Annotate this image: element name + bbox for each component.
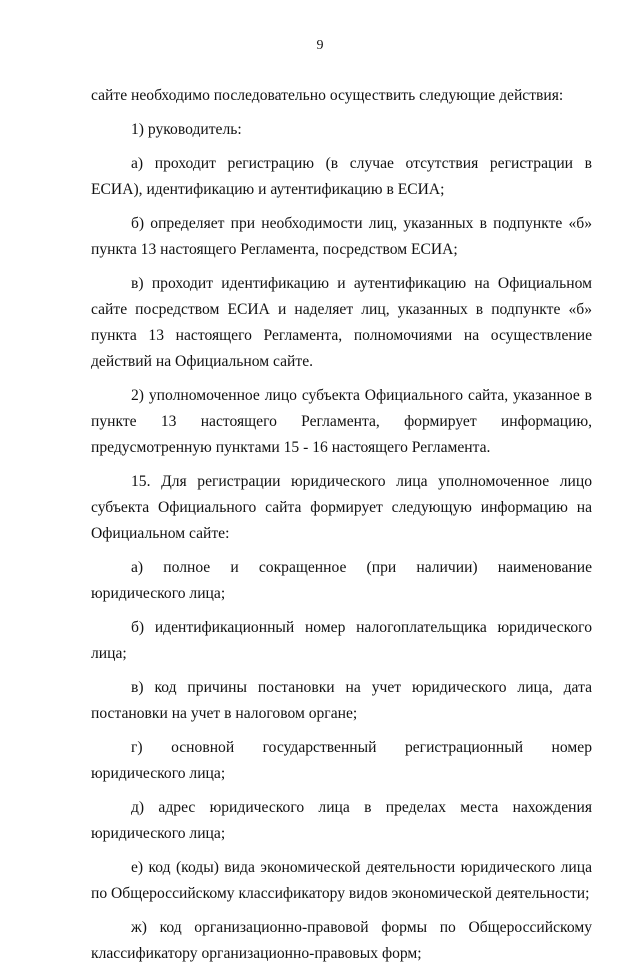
page-number: 9 [316, 38, 324, 53]
paragraph: б) определяет при необходимости лиц, указанных в подпункте «б» пункта 13 настоящего Регламента, посредством ЕСИА; [91, 215, 592, 258]
paragraph: ж) код организационно-правовой формы по Общероссийскому классификатору организационно-правовых форм; [91, 919, 592, 962]
document-body [91, 83, 592, 975]
paragraph: е) код (коды) вида экономической деятельности юридического лица по Общероссийскому классификатору видов экономической деятельности; [91, 859, 592, 902]
paragraph: а) проходит регистрацию (в случае отсутствия регистрации в ЕСИА), идентификацию и аутентификацию в ЕСИА; [91, 155, 592, 198]
paragraph: 2) уполномоченное лицо субъекта Официального сайта, указанное в пункте 13 настоящего Регламента, формирует информацию, предусмотренную пунктами 15 - 16 настоящего Регламента. [91, 387, 592, 456]
paragraph: в) проходит идентификацию и аутентификацию на Официальном сайте посредством ЕСИА и наделяет лиц, указанных в подпункте «б» пункта 13 настоящего Регламента, полномочиями на осуществление действий на Официальном сайте. [91, 275, 592, 370]
paragraph: в) код причины постановки на учет юридического лица, дата постановки на учет в налоговом органе; [91, 679, 592, 722]
paragraph: а) полное и сокращенное (при наличии) наименование юридического лица; [91, 559, 592, 602]
paragraph: б) идентификационный номер налогоплательщика юридического лица; [91, 619, 592, 662]
paragraph: сайте необходимо последовательно осуществить следующие действия: [91, 87, 564, 104]
paragraph: д) адрес юридического лица в пределах места нахождения юридического лица; [91, 799, 592, 842]
paragraph: 1) руководитель: [131, 121, 242, 138]
paragraph: 15. Для регистрации юридического лица уполномоченное лицо субъекта Официального сайта формирует следующую информацию на Официальном сайте: [91, 473, 592, 542]
paragraph: г) основной государственный регистрационный номер юридического лица; [91, 739, 592, 782]
